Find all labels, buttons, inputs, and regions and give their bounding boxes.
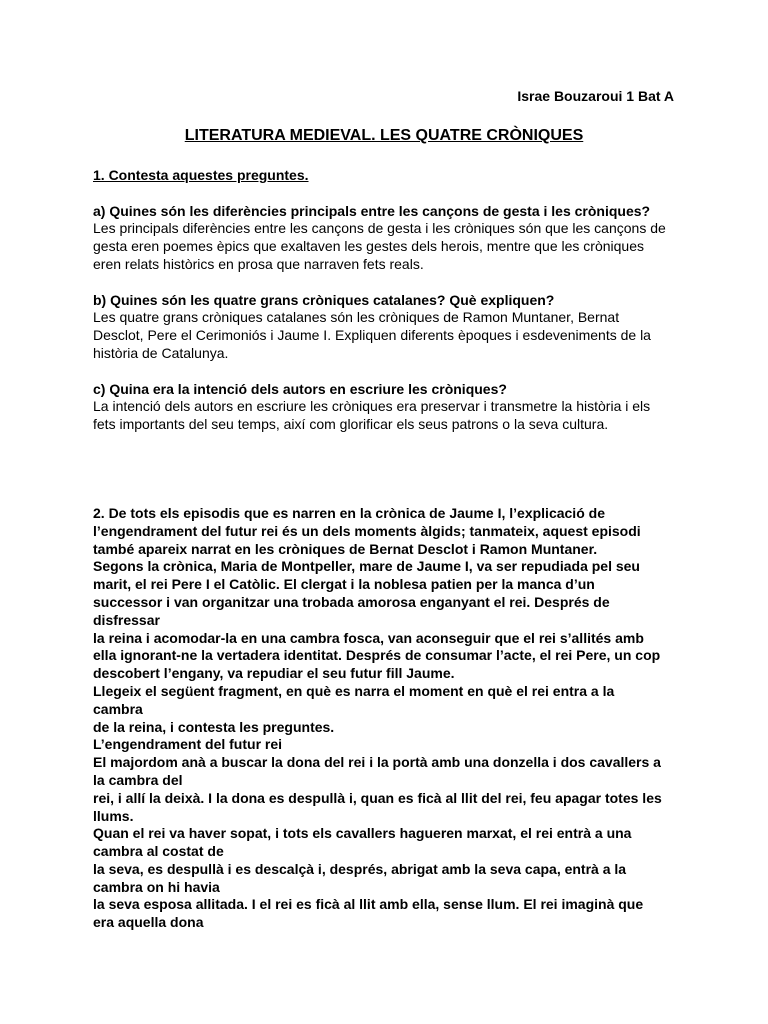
- section2-line: marit, el rei Pere I el Catòlic. El clergat i la noblesa patien per la manca d’un: [93, 576, 595, 593]
- section2-line: cambra: [93, 700, 143, 717]
- answer-a-line: eren relats històrics en prosa que narraven fets reals.: [93, 255, 424, 272]
- section2-line: rei, i allí la deixà. I la dona es despullà i, quan es ficà al llit del rei, feu apagar totes les: [93, 789, 662, 806]
- answer-a-line: Les principals diferències entre les cançons de gesta i les cròniques són que les cançons de: [93, 220, 666, 237]
- spacer: [93, 185, 683, 203]
- section2-line: Quan el rei va haver sopat, i tots els cavallers hagueren marxat, el rei entrà a una: [93, 825, 632, 842]
- section2-line: la reina i acomodar-la en una cambra fosca, van aconseguir que el rei s’allités amb: [93, 629, 644, 646]
- section2-line: cambra on hi havia: [93, 878, 220, 895]
- section1-heading: 1. Contesta aquestes preguntes.: [93, 167, 309, 183]
- fragment-title: L’engendrament del futur rei: [93, 736, 283, 753]
- section2-line: llums.: [93, 807, 134, 824]
- section2-line: El majordom anà a buscar la dona del rei i la portà amb una donzella i dos cavallers a: [93, 754, 661, 771]
- section2-line: Llegeix el següent fragment, en què es narra el moment en què el rei entra a la: [93, 682, 615, 699]
- spacer: [93, 363, 683, 381]
- section2-line: de la reina, i contesta les preguntes.: [93, 718, 335, 735]
- question-b: b) Quines són les quatre grans cròniques catalanes? Què expliquen?: [93, 291, 555, 308]
- section2-line: successor i van organitzar una trobada amorosa enganyant el rei. Després de: [93, 593, 610, 610]
- section2-line: 2. De tots els episodis que es narren en la crònica de Jaume I, l’explicació de: [93, 504, 605, 521]
- answer-b-line: Les quatre grans cròniques catalanes són les cròniques de Ramon Muntaner, Bernat: [93, 309, 620, 326]
- section2-line: la seva esposa allitada. I el rei es ficà al llit amb ella, sense llum. El rei imaginà que: [93, 896, 644, 913]
- spacer: [93, 434, 683, 505]
- answer-c-line: La intenció dels autors en escriure les cròniques era preservar i transmetre la història i els: [93, 398, 651, 415]
- document-body: [93, 167, 683, 932]
- section2-line: la seva, es despullà i es descalçà i, després, abrigat amb la seva capa, entrà a la: [93, 860, 627, 877]
- section2-line: ella ignorant-ne la vertadera identitat. Després de consumar l’acte, el rei Pere, un cop: [93, 647, 661, 664]
- section2-line: la cambra del: [93, 771, 183, 788]
- answer-b-line: Desclot, Pere el Cerimoniós i Jaume I. Expliquen diferents èpoques i esdeveniments de la: [93, 327, 651, 344]
- answer-b-line: història de Catalunya.: [93, 344, 229, 361]
- section2-line: l’engendrament del futur rei és un dels moments àlgids; tanmateix, aquest episodi: [93, 522, 641, 539]
- question-c: c) Quina era la intenció dels autors en escriure les cròniques?: [93, 380, 507, 397]
- question-a: a) Quines són les diferències principals entre les cançons de gesta i les cròniques?: [93, 202, 651, 219]
- section2-line: també apareix narrat en les cròniques de Bernat Desclot i Ramon Muntaner.: [93, 540, 598, 557]
- answer-c-line: fets importants del seu temps, així com glorificar els seus patrons o la seva cultura.: [93, 416, 609, 433]
- section2-line: era aquella dona: [93, 914, 204, 931]
- page-title: LITERATURA MEDIEVAL. LES QUATRE CRÒNIQUES: [184, 127, 584, 144]
- section2-line: disfressar: [93, 611, 160, 628]
- section2-line: Segons la crònica, Maria de Montpeller, mare de Jaume I, va ser repudiada pel seu: [93, 558, 640, 575]
- answer-a-line: gesta eren poemes èpics que exaltaven les gestes dels herois, mentre que les cròniques: [93, 238, 644, 255]
- section2-line: cambra al costat de: [93, 843, 224, 860]
- author-line: Israe Bouzaroui 1 Bat A: [517, 88, 674, 104]
- section2-line: descobert l’engany, va repudiar el seu futur fill Jaume.: [93, 665, 455, 682]
- spacer: [93, 274, 683, 292]
